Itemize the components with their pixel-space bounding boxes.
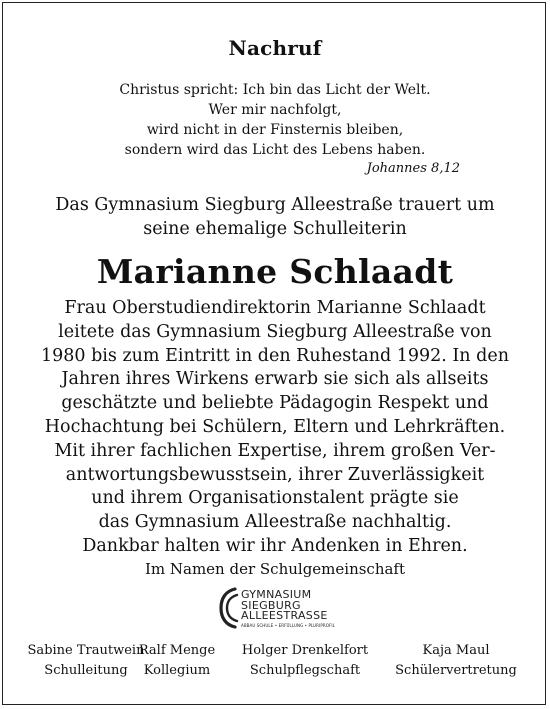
body-line: 1980 bis zum Eintritt in den Ruhestand 1992. In den [41,345,509,366]
body-line: das Gymnasium Alleestraße nachhaltig. [98,512,452,533]
verse-line: wird nicht in der Finsternis bleiben, [146,122,404,138]
school-logo [218,586,338,632]
logo-text-line: SIEGBURG [241,598,301,612]
logo-text-line: GYMNASIUM [241,588,312,601]
verse-line: Wer mir nachfolgt, [208,102,342,118]
signature-role: Schulleitung [44,663,128,678]
verse-line: Christus spricht: Ich bin das Licht der Welt. [119,82,431,98]
body-line: Hochachtung bei Schülern, Eltern und Lehrkräften. [44,416,506,437]
deceased-name: Marianne Schlaadt [96,252,454,291]
intro-text [0,193,550,241]
school-logo-mark-icon [218,586,240,630]
intro-line: Das Gymnasium Siegburg Alleestraße trauert um [55,195,495,215]
verse-line: sondern wird das Licht des Lebens haben. [124,142,426,158]
body-line: Dankbar halten wir ihr Andenken in Ehren. [82,535,468,556]
signature-block [235,641,375,681]
signature-name: Kaja Maul [422,643,490,658]
community-line: Im Namen der Schulgemeinschaft [144,560,406,578]
signature-role: Schulpflegschaft [249,663,361,678]
signature-block [127,641,227,681]
signature-name: Sabine Trautwein [27,643,145,658]
logo-tagline: ABBAU SCHULE • ERFÜLLUNG • PLURIPROFIL [241,623,335,628]
signature-block [391,641,521,681]
signature-name: Holger Drenkelfort [241,643,369,658]
body-line: antwortungsbewusstsein, ihrer Zuverlässigkeit [65,464,485,485]
body-line: Frau Oberstudiendirektorin Marianne Schlaadt [64,298,486,318]
body-line: leitete das Gymnasium Siegburg Alleestraße von [58,321,492,342]
verse-reference: Johannes 8,12 [366,161,460,176]
signature-role: Schülervertretung [395,663,517,678]
signature-role: Kollegium [143,663,211,678]
body-line: geschätzte und beliebte Pädagogin Respekt und [61,393,489,414]
logo-text-line: ALLEESTRASSE [241,609,328,622]
body-line: Mit ihrer fachlichen Expertise, ihrem großen Ver- [54,440,496,461]
intro-line: seine ehemalige Schulleiterin [143,219,407,239]
bible-verse [0,80,550,160]
body-line: und ihrem Organisationstalent prägte sie [91,488,459,509]
obituary-body [0,297,550,559]
signature-name: Ralf Menge [138,643,216,658]
page-title: Nachruf [228,36,322,60]
body-line: Jahren ihres Wirkens erwarb sie sich als allseits [61,369,489,390]
